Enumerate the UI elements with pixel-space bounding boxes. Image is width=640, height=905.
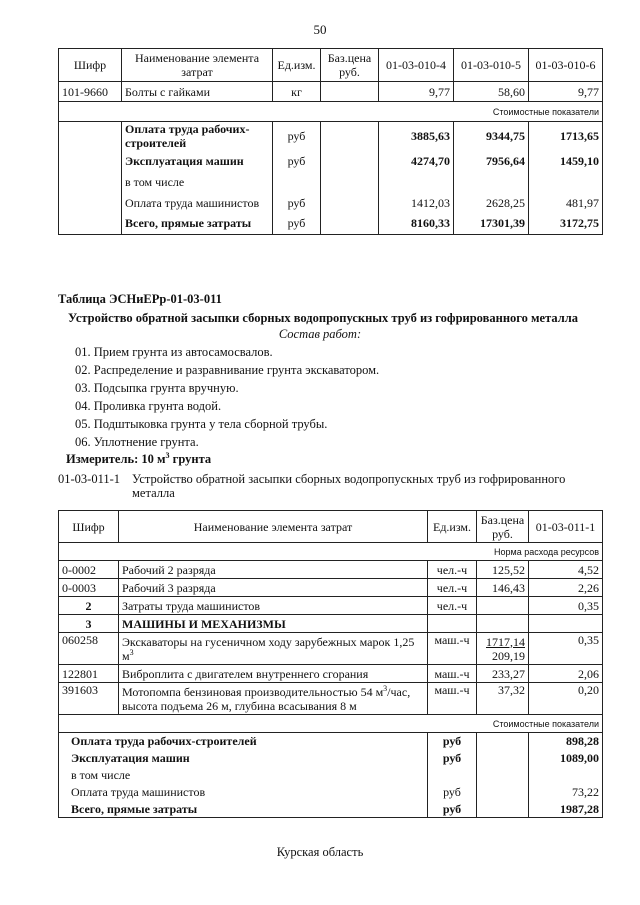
row-name: Затраты труда машинистов (119, 597, 428, 615)
row-code (59, 171, 122, 192)
row-value-2: 2628,25 (454, 192, 529, 213)
row-code (59, 122, 122, 151)
cost-row (59, 733, 603, 750)
row-price (477, 801, 529, 818)
row-value-2: 7956,64 (454, 150, 529, 171)
header-unit: Ед.изм. (428, 511, 477, 543)
cost-row (59, 801, 603, 818)
row-unit: руб (428, 733, 477, 750)
measure: Измеритель: 10 $м^3$ грунта (66, 451, 212, 466)
row-value-1 (379, 171, 454, 192)
row-name: Экскаваторы на гусеничном ходу зарубежных марок 1,25 $м^3$ (119, 633, 428, 665)
cost-label: Стоимостные показатели (59, 102, 603, 122)
row-name: Оплата труда машинистов (59, 784, 428, 801)
row-value-3 (529, 171, 603, 192)
header-price: Баз.цена руб. (321, 49, 379, 82)
table-row (59, 683, 603, 715)
row-code: 060258 (59, 633, 119, 665)
norm-label: Норма расхода ресурсов (59, 543, 603, 561)
table-row (59, 82, 603, 102)
row-unit: маш.-ч (428, 683, 477, 715)
row-unit: руб (428, 784, 477, 801)
work-item: 03. Подсыпка грунта вручную. (75, 381, 239, 395)
row-price: 37,32 (477, 683, 529, 715)
row-price (477, 784, 529, 801)
cost-row (59, 150, 603, 171)
header-code: Шифр (59, 49, 122, 82)
table-row (59, 665, 603, 683)
cost-row (59, 171, 603, 192)
page-number: 50 (313, 22, 327, 37)
row-price (477, 733, 529, 750)
cost-label-row (59, 715, 603, 733)
row-unit: чел.-ч (428, 579, 477, 597)
row-price (477, 750, 529, 767)
group-name: МАШИНЫ И МЕХАНИЗМЫ (119, 615, 428, 633)
work-item: 06. Уплотнение грунта. (75, 435, 199, 449)
norm-description: Устройство обратной засыпки сборных водопропускных труб из гофрированного металла (132, 472, 566, 500)
row-value-2: 58,60 (454, 82, 529, 102)
row-name: Эксплуатация машин (122, 150, 273, 171)
row-value: 898,28 (529, 733, 603, 750)
cost-row (59, 122, 603, 151)
composition-label: Состав работ: (278, 327, 362, 341)
row-value: 4,52 (529, 561, 603, 579)
row-name: Оплата труда машинистов (122, 192, 273, 213)
row-value-2: 17301,39 (454, 213, 529, 234)
work-item: 04. Проливка грунта водой. (75, 399, 222, 413)
row-unit: маш.-ч (428, 633, 477, 665)
cost-label: Стоимостные показатели (59, 715, 603, 733)
row-unit: руб (273, 192, 321, 213)
header-price: Баз.цена руб. (477, 511, 529, 543)
row-name: Оплата труда рабочих-строителей (59, 733, 428, 750)
row-unit: маш.-ч (428, 665, 477, 683)
table-row (59, 597, 603, 615)
row-unit: кг (273, 82, 321, 102)
row-code: 122801 (59, 665, 119, 683)
region-footer: Курская область (276, 845, 364, 859)
row-value-1: 9,77 (379, 82, 454, 102)
row-value: 1987,28 (529, 801, 603, 818)
row-value (529, 767, 603, 784)
table-row (59, 579, 603, 597)
work-item: 05. Подштыковка грунта у тела сборной трубы. (75, 417, 328, 431)
header-name: Наименование элемента затрат (122, 49, 273, 82)
row-unit: руб (428, 801, 477, 818)
row-value: 0,35 (529, 597, 603, 615)
row-name: Виброплита с двигателем внутреннего сгорания (119, 665, 428, 683)
row-price: 233,27 (477, 665, 529, 683)
row-name: Всего, прямые затраты (122, 213, 273, 234)
row-unit (428, 767, 477, 784)
row-price: 125,52 (477, 561, 529, 579)
row-unit: руб (273, 122, 321, 151)
cost-row (59, 213, 603, 234)
row-value-3: 9,77 (529, 82, 603, 102)
row-value: 1089,00 (529, 750, 603, 767)
cost-row (59, 192, 603, 213)
row-price (477, 767, 529, 784)
row-unit: руб (273, 150, 321, 171)
row-unit: чел.-ч (428, 561, 477, 579)
resource-table-bottom (58, 510, 603, 818)
row-unit: руб (273, 213, 321, 234)
row-value-3: 1459,10 (529, 150, 603, 171)
row-price (477, 597, 529, 615)
group-row (59, 615, 603, 633)
row-code (59, 192, 122, 213)
row-unit: чел.-ч (428, 597, 477, 615)
row-price: 1717,14 209,19 (477, 633, 529, 665)
cost-row (59, 767, 603, 784)
row-name: Рабочий 3 разряда (119, 579, 428, 597)
row-value-1: 3885,63 (379, 122, 454, 151)
row-value-3: 3172,75 (529, 213, 603, 234)
row-name: Мотопомпа бензиновая производительностью 54 $м^3$/час, высота подъема 26 м, глубина всасывания 8 м (119, 683, 428, 715)
row-price: 146,43 (477, 579, 529, 597)
row-value: 73,22 (529, 784, 603, 801)
row-code: 2 (59, 597, 119, 615)
row-price (321, 192, 379, 213)
work-item: 02. Распределение и разравнивание грунта экскаватором. (75, 363, 380, 377)
row-name: Оплата труда рабочих-строителей (122, 122, 273, 151)
row-value-2 (454, 171, 529, 192)
table-row (59, 633, 603, 665)
row-code: 391603 (59, 683, 119, 715)
row-code (59, 150, 122, 171)
row-price (321, 150, 379, 171)
row-name: Рабочий 2 разряда (119, 561, 428, 579)
row-code (59, 213, 122, 234)
row-value-3: 481,97 (529, 192, 603, 213)
header-code: Шифр (59, 511, 119, 543)
row-value-3: 1713,65 (529, 122, 603, 151)
row-name: в том числе (59, 767, 428, 784)
row-name: Эксплуатация машин (59, 750, 428, 767)
row-value: 0,20 (529, 683, 603, 715)
row-name: Болты с гайками (122, 82, 273, 102)
work-item: 01. Прием грунта из автосамосвалов. (75, 345, 273, 359)
row-code: 0-0003 (59, 579, 119, 597)
row-value: 0,35 (529, 633, 603, 665)
resource-table-top (58, 48, 603, 235)
header-col1: 01-03-011-1 (529, 511, 603, 543)
row-value-1: 8160,33 (379, 213, 454, 234)
row-value-1: 4274,70 (379, 150, 454, 171)
cost-row (59, 750, 603, 767)
header-col1: 01-03-010-4 (379, 49, 454, 82)
row-code: 0-0002 (59, 561, 119, 579)
row-name: в том числе (122, 171, 273, 192)
header-name: Наименование элемента затрат (119, 511, 428, 543)
row-value-1: 1412,03 (379, 192, 454, 213)
row-price (321, 171, 379, 192)
table-header-row (59, 511, 603, 543)
norm-label-row (59, 543, 603, 561)
table-header-row (59, 49, 603, 82)
row-unit (273, 171, 321, 192)
cost-label-row (59, 102, 603, 122)
table-row (59, 561, 603, 579)
row-unit: руб (428, 750, 477, 767)
row-value: 2,26 (529, 579, 603, 597)
row-code: 101-9660 (59, 82, 122, 102)
row-price (321, 82, 379, 102)
cost-row (59, 784, 603, 801)
row-name: Всего, прямые затраты (59, 801, 428, 818)
row-value-2: 9344,75 (454, 122, 529, 151)
table-label: Таблица ЭСНиЕРр-01-03-011 (58, 292, 222, 306)
section-heading: Устройство обратной засыпки сборных водопропускных труб из гофрированного металла (68, 311, 579, 325)
header-unit: Ед.изм. (273, 49, 321, 82)
row-value: 2,06 (529, 665, 603, 683)
row-price (321, 122, 379, 151)
header-col2: 01-03-010-5 (454, 49, 529, 82)
header-col3: 01-03-010-6 (529, 49, 603, 82)
row-price (321, 213, 379, 234)
group-code: 3 (59, 615, 119, 633)
norm-code: 01-03-011-1 (58, 472, 121, 486)
